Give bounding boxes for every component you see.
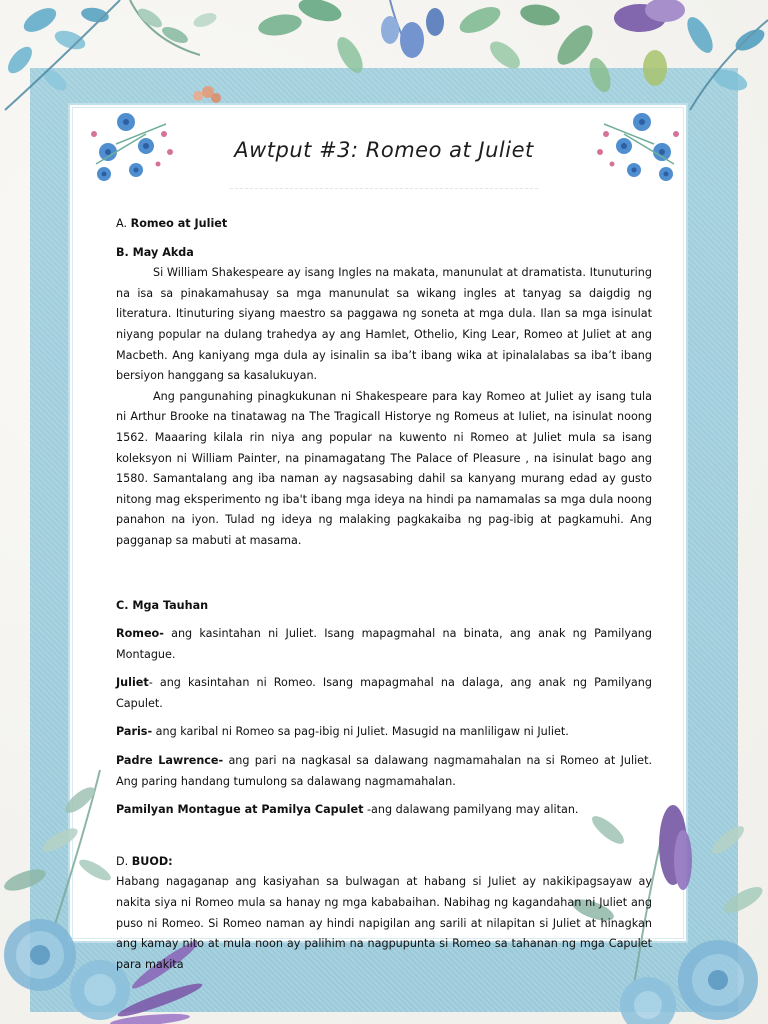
section-a-prefix: A. xyxy=(116,217,131,230)
section-a-label: Romeo at Juliet xyxy=(130,217,228,230)
section-d-label: BUOD: xyxy=(131,854,173,868)
character-padre-lawrence xyxy=(116,751,652,792)
character-name: Juliet xyxy=(116,676,149,690)
character-name: Pamilyan Montague at Pamilya Capulet xyxy=(116,803,364,817)
summary-paragraph: Habang nagaganap ang kasiyahan sa bulwagan at habang si Juliet ay nakikipagsayaw ay nakita siya ni Romeo mula sa hanay ng mga kababaihan. Nabihag ng kagandahan ni Juliet ang puso ni Romeo. Si Romeo naman ay hindi napigilan ang sarili at nilapitan si Juliet at hinagkan ang kamay nito at mula noon ay palihim na nagpupunta si Romeo sa tahanan ng mga Capulet para makita xyxy=(116,875,652,971)
character-description: ang pari na nagkasal sa dalawang nagmamahalan na si Romeo at Juliet. Ang paring handang tumulong sa dalawang nagmamahalan. xyxy=(116,754,653,788)
character-description: - ang kasintahan ni Romeo. Isang mapagmahal na dalaga, ang anak ng Pamilyang Capulet. xyxy=(116,676,652,710)
floral-top-decoration xyxy=(0,0,768,120)
character-families xyxy=(116,800,652,821)
section-d-prefix: D. xyxy=(116,854,132,868)
character-paris xyxy=(116,722,652,743)
document-body xyxy=(116,214,652,975)
author-paragraph-1: Si William Shakespeare ay isang Ingles na makata, manunulat at dramatista. Itunuturing na isa sa pinakamahusay sa mga manunulat sa wikang ingles at tanyag sa daigdig ng literatura. Itinuturing siyang maestro sa paggawa ng soneta at mga dula. Ilan sa mga isinulat niyang popular na dulang trahedya ay ang Hamlet, Othelio, King Lear, Romeo at Juliet at ang Macbeth. Ang kaniyang mga dula ay isinalin sa iba’t ibang wika at ipinalalabas sa iba’t ibang bersiyon hanggang sa kasalukuyan. xyxy=(116,266,652,383)
character-description: ang kasintahan ni Juliet. Isang mapagmahal na binata, ang anak ng Pamilyang Montague. xyxy=(116,627,652,661)
character-name: Romeo- xyxy=(116,627,164,641)
character-name: Paris- xyxy=(116,725,153,739)
character-juliet xyxy=(116,673,652,714)
flower-cluster-left xyxy=(86,104,186,186)
section-a-heading xyxy=(116,214,652,235)
character-name: Padre Lawrence- xyxy=(116,754,224,768)
character-description: -ang dalawang pamilyang may alitan. xyxy=(363,803,579,817)
title-divider xyxy=(230,188,538,190)
section-b-label: B. May Akda xyxy=(116,245,194,259)
document-title: Awtput #3: Romeo at Juliet xyxy=(234,138,534,162)
author-paragraph-2: Ang pangunahing pinagkukunan ni Shakespeare para kay Romeo at Juliet ay isang tula ni Arthur Brooke na tinatawag na The Tragicall Historye ng Romeus at Iuliet, na isinulat noong 1562. Maaaring kilala rin niya ang popular na kuwento ni Romeo at Juliet mula sa isang koleksyon ni William Painter, na pinamagatang The Palace of Pleasure , na isinulat bago ang 1580. Samantalang ang iba naman ay nagsasabing dahil sa kanyang murang edad ay gusto nitong mag eksperimento ng iba't ibang mga ideya na hindi pa namamalas sa mga dula noong panahon na iyon. Tulad ng ideya ng malaking pagkakaiba ng pag-ibig at pagkamuhi. Ang pagganap sa mabuti at masama. xyxy=(116,389,652,547)
character-romeo xyxy=(116,624,652,665)
section-b-heading xyxy=(116,243,652,264)
section-c-heading xyxy=(116,596,652,617)
character-description: ang karibal ni Romeo sa pag-ibig ni Juliet. Masugid na manliligaw ni Juliet. xyxy=(152,725,569,739)
flower-cluster-right xyxy=(584,104,684,186)
section-d-heading xyxy=(116,852,652,873)
section-c-label: C. Mga Tauhan xyxy=(116,598,209,612)
